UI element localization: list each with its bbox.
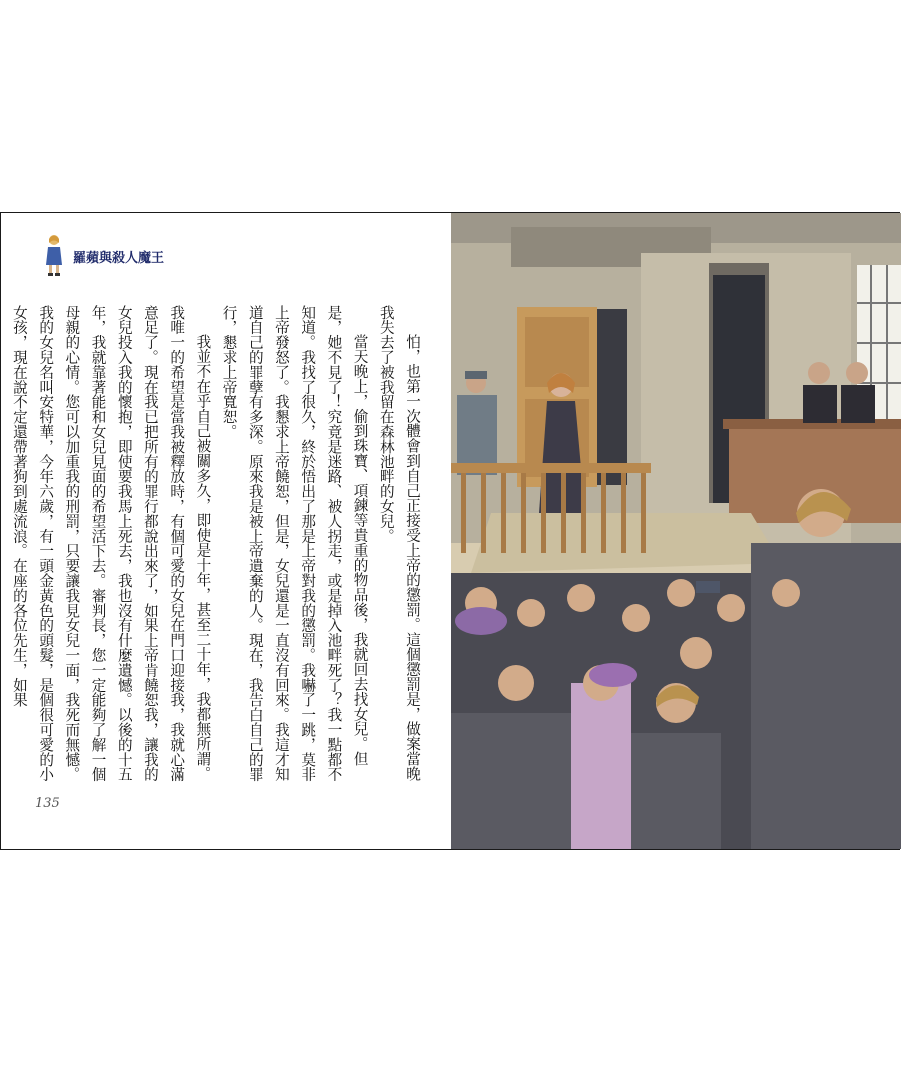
- book-spread: [0, 212, 900, 850]
- paragraph: 怕，也第一次體會到自己正接受上帝的懲罰。這個懲罰是，做案當晚我失去了被我留在森林池畔的女兒。: [377, 305, 421, 782]
- left-page: [1, 213, 451, 849]
- girl-figure-icon: [43, 233, 65, 277]
- body-text: [10, 305, 425, 793]
- courtroom-illustration-art: [451, 213, 901, 849]
- paragraph: 當天晚上，偷到珠寶、項鍊等貴重的物品後，我就回去找女兒。但是，她不見了！究竟是迷路、被人拐走，或是掉入池畔死了？我一點都不知道。我找了很久，終於悟出了那是上帝對我的懲罰。我嚇了一跳，莫非上帝發怒了。我懇求上帝饒恕，但是，女兒還是一直沒有回來。我這才知道自己的罪孽有多深。原來我是被上帝遺棄的人。現在，我告白自己的罪行，懇求上帝寬恕。: [220, 305, 369, 782]
- book-title: 羅蘋與殺人魔王: [73, 251, 165, 266]
- page-number: 135: [35, 796, 60, 811]
- courtroom-illustration: [451, 213, 901, 849]
- paragraph: 我並不在乎自己被關多久，即使是十年，甚至二十年，我都無所謂。我唯一的希望是當我被釋放時，有個可愛的女兒在門口迎接我，我就心滿意足了。現在我已把所有的罪行都說出來了，如果上帝肯饒恕我，讓我的女兒投入我的懷抱，即使要我馬上死去，我也沒有什麼遺憾。以後的十五年，我就靠著能和女兒見面的希望活下去。審判長，您一定能夠了解一個母親的心情。您可以加重我的刑罰，只要讓我見女兒一面，我死而無憾。我的女兒名叫安特華，今年六歲，有一頭金黃色的頭髮，是個很可愛的小女孩，現在說不定還帶著狗到處流浪。在座的各位先生，如果: [10, 305, 212, 782]
